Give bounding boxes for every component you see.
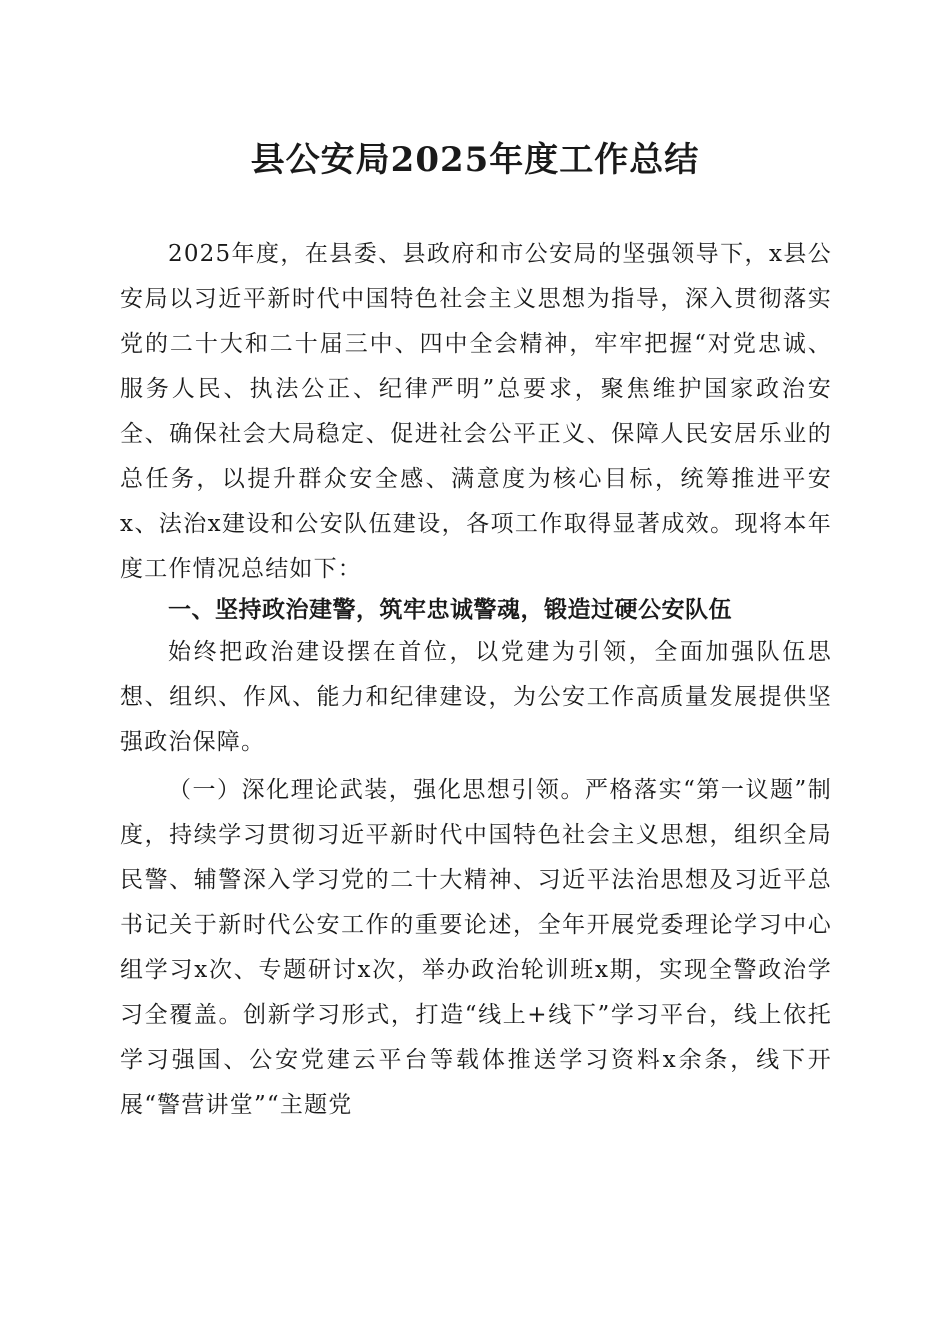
document-title: 县公安局2025年度工作总结	[250, 140, 700, 180]
intro-paragraph: 2025年度，在县委、县政府和市公安局的坚强领导下，x县公安局以习近平新时代中国特色社会主义思想为指导，深入贯彻落实党的二十大和二十届三中、四中全会精神，牢牢把握“对党忠诚、服务人民、执法公正、纪律严明”总要求，聚焦维护国家政治安全、确保社会大局稳定、促进社会公平正义、保障人民安居乐业的总任务，以提升群众安全感、满意度为核心目标，统筹推进平安x、法治x建设和公安队伍建设，各项工作取得显著成效。现将本年度工作情况总结如下：	[120, 241, 832, 582]
subsection-text: 严格落实“第一议题”制度，持续学习贯彻习近平新时代中国特色社会主义思想，组织全局民警、辅警深入学习党的二十大精神、习近平法治思想及习近平总书记关于新时代公安工作的重要论述，全年开展党委理论学习中心组学习x次、专题研讨x次，举办政治轮训班x期，实现全警政治学习全覆盖。创新学习形式，打造“线上+线下”学习平台，线上依托学习强国、公安党建云平台等载体推送学习资料x余条，线下开展“警营讲堂”“主题党	[120, 777, 833, 1118]
subsection-paragraph	[120, 768, 832, 1128]
subsection-lead: （一）深化理论武装，强化思想引领。	[168, 777, 585, 803]
section-heading: 一、坚持政治建警，筑牢忠诚警魂，锻造过硬公安队伍	[168, 597, 732, 623]
section-summary-paragraph: 始终把政治建设摆在首位，以党建为引领，全面加强队伍思想、组织、作风、能力和纪律建设，为公安工作高质量发展提供坚强政治保障。	[120, 639, 832, 755]
